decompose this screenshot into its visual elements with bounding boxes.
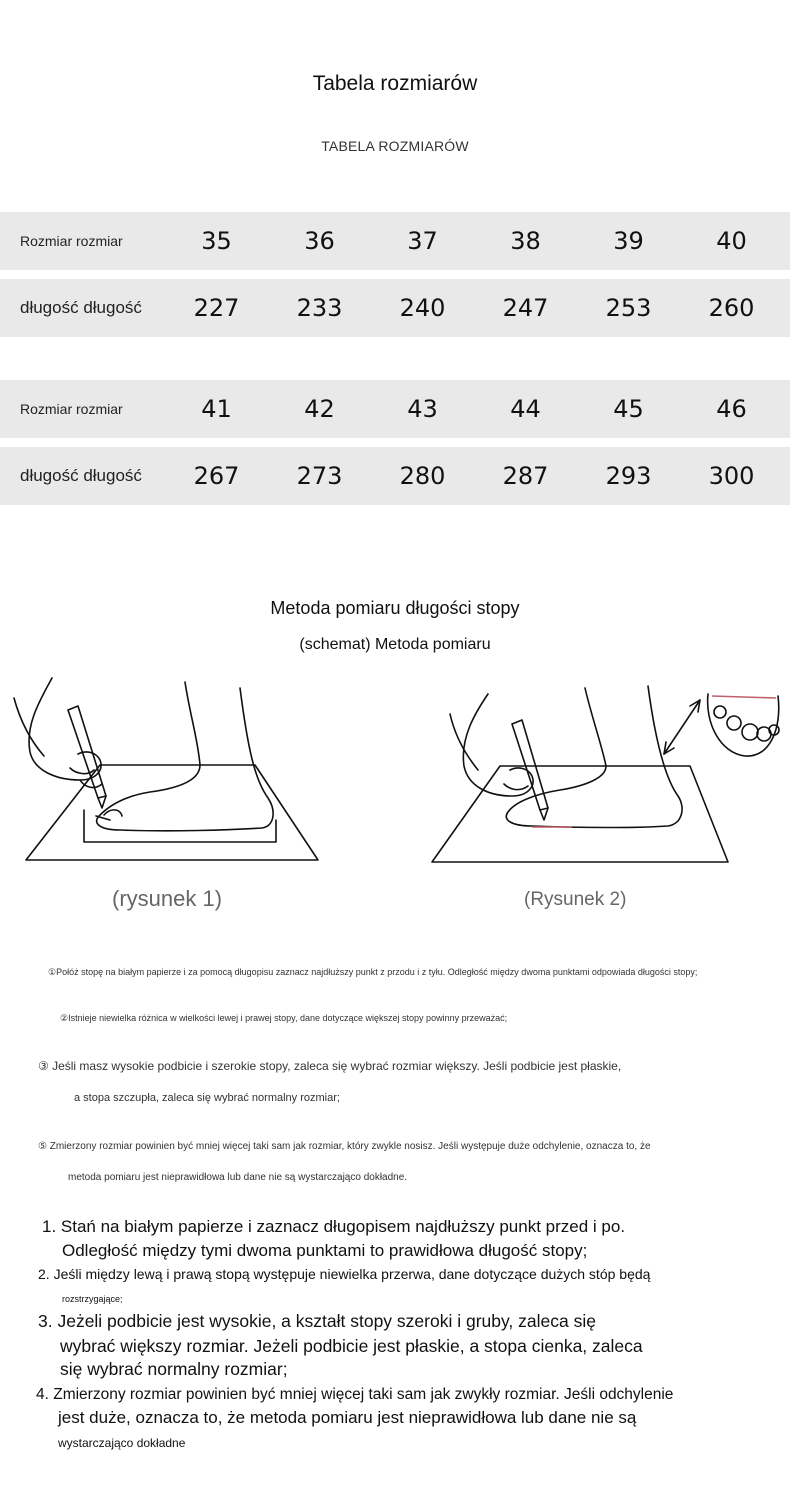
size-row-label: Rozmiar rozmiar [20, 401, 123, 417]
length-cell: 293 [605, 462, 652, 490]
figure-2-illustration [420, 678, 790, 873]
length-cell: 240 [399, 294, 446, 322]
instruction-1-line-1: 1. Stań na białym papierze i zaznacz długopisem najdłuższy punkt przed i po. [42, 1217, 626, 1236]
instruction-2-line-2: rozstrzygające; [62, 1294, 123, 1304]
instruction-3-line-3: się wybrać normalny rozmiar; [60, 1359, 288, 1379]
length-cell: 300 [708, 462, 755, 490]
length-row-2 [0, 447, 790, 505]
figure-1-illustration [0, 670, 330, 870]
note-2: ②Istnieje niewielka różnica w wielkości lewej i prawej stopy, dane dotyczące większej stopy powinny przeważać; [60, 1013, 508, 1023]
length-cell: 267 [193, 462, 240, 490]
instruction-4-line-3: wystarczająco dokładne [58, 1436, 186, 1450]
length-cell: 287 [502, 462, 549, 490]
instruction-4-line-2: jest duże, oznacza to, że metoda pomiaru jest nieprawidłowa lub dane nie są [58, 1408, 637, 1427]
size-cell: 39 [613, 227, 644, 255]
size-cell: 40 [716, 227, 747, 255]
note-3-line-2: a stopa szczupła, zaleca się wybrać normalny rozmiar; [74, 1092, 340, 1104]
size-cell: 38 [510, 227, 541, 255]
page-title: Tabela rozmiarów [312, 72, 478, 95]
note-3-line-1: ③ Jeśli masz wysokie podbicie i szerokie stopy, zaleca się wybrać rozmiar większy. Jeśli podbicie jest płaskie, [38, 1059, 622, 1073]
note-4-line-2: metoda pomiaru jest nieprawidłowa lub dane nie są wystarczająco dokładne. [68, 1172, 408, 1183]
method-subtitle: (schemat) Metoda pomiaru [299, 636, 491, 653]
figure-1-caption: (rysunek 1) [112, 886, 223, 911]
size-cell: 41 [201, 395, 232, 423]
length-cell: 280 [399, 462, 446, 490]
instruction-4-line-1: 4. Zmierzony rozmiar powinien być mniej więcej taki sam jak zwykły rozmiar. Jeśli odchylenie [36, 1386, 674, 1403]
size-cell: 44 [510, 395, 541, 423]
size-cell: 43 [407, 395, 438, 423]
length-cell: 233 [296, 294, 343, 322]
length-row-label: długość długość [20, 466, 142, 485]
size-cell: 42 [304, 395, 335, 423]
size-row-1 [0, 212, 790, 270]
instruction-3-line-2: wybrać większy rozmiar. Jeżeli podbicie jest płaskie, a stopa cienka, zaleca [60, 1336, 643, 1356]
size-cell: 45 [613, 395, 644, 423]
size-cell: 37 [407, 227, 438, 255]
figure-2-caption: (Rysunek 2) [524, 889, 627, 910]
length-cell: 273 [296, 462, 343, 490]
note-1: ①Połóż stopę na białym papierze i za pomocą długopisu zaznacz najdłuższy punkt z przodu i z tyłu. Odległość między dwoma punktami odpowiada długości stopy; [48, 967, 698, 977]
length-cell: 253 [605, 294, 652, 322]
instruction-1-line-2: Odległość między tymi dwoma punktami to prawidłowa długość stopy; [62, 1241, 588, 1260]
instruction-2-line-1: 2. Jeśli między lewą i prawą stopą występuje niewielka przerwa, dane dotyczące dużych stóp będą [38, 1266, 651, 1282]
instruction-3-line-1: 3. Jeżeli podbicie jest wysokie, a kształt stopy szeroki i gruby, zaleca się [38, 1311, 596, 1331]
length-cell: 260 [708, 294, 755, 322]
size-cell: 36 [304, 227, 335, 255]
size-row-label: Rozmiar rozmiar [20, 233, 123, 249]
size-cell: 35 [201, 227, 232, 255]
length-row-label: długość długość [20, 298, 142, 317]
length-cell: 247 [502, 294, 549, 322]
method-title: Metoda pomiaru długości stopy [270, 598, 520, 618]
length-row-1 [0, 279, 790, 337]
size-row-2 [0, 380, 790, 438]
length-cell: 227 [193, 294, 240, 322]
page-subtitle: TABELA ROZMIARÓW [321, 138, 469, 154]
note-4-line-1: ⑤ Zmierzony rozmiar powinien być mniej więcej taki sam jak rozmiar, który zwykle nosisz. Jeśli występuje duże odchylenie, oznacza to, że [38, 1141, 651, 1152]
size-cell: 46 [716, 395, 747, 423]
